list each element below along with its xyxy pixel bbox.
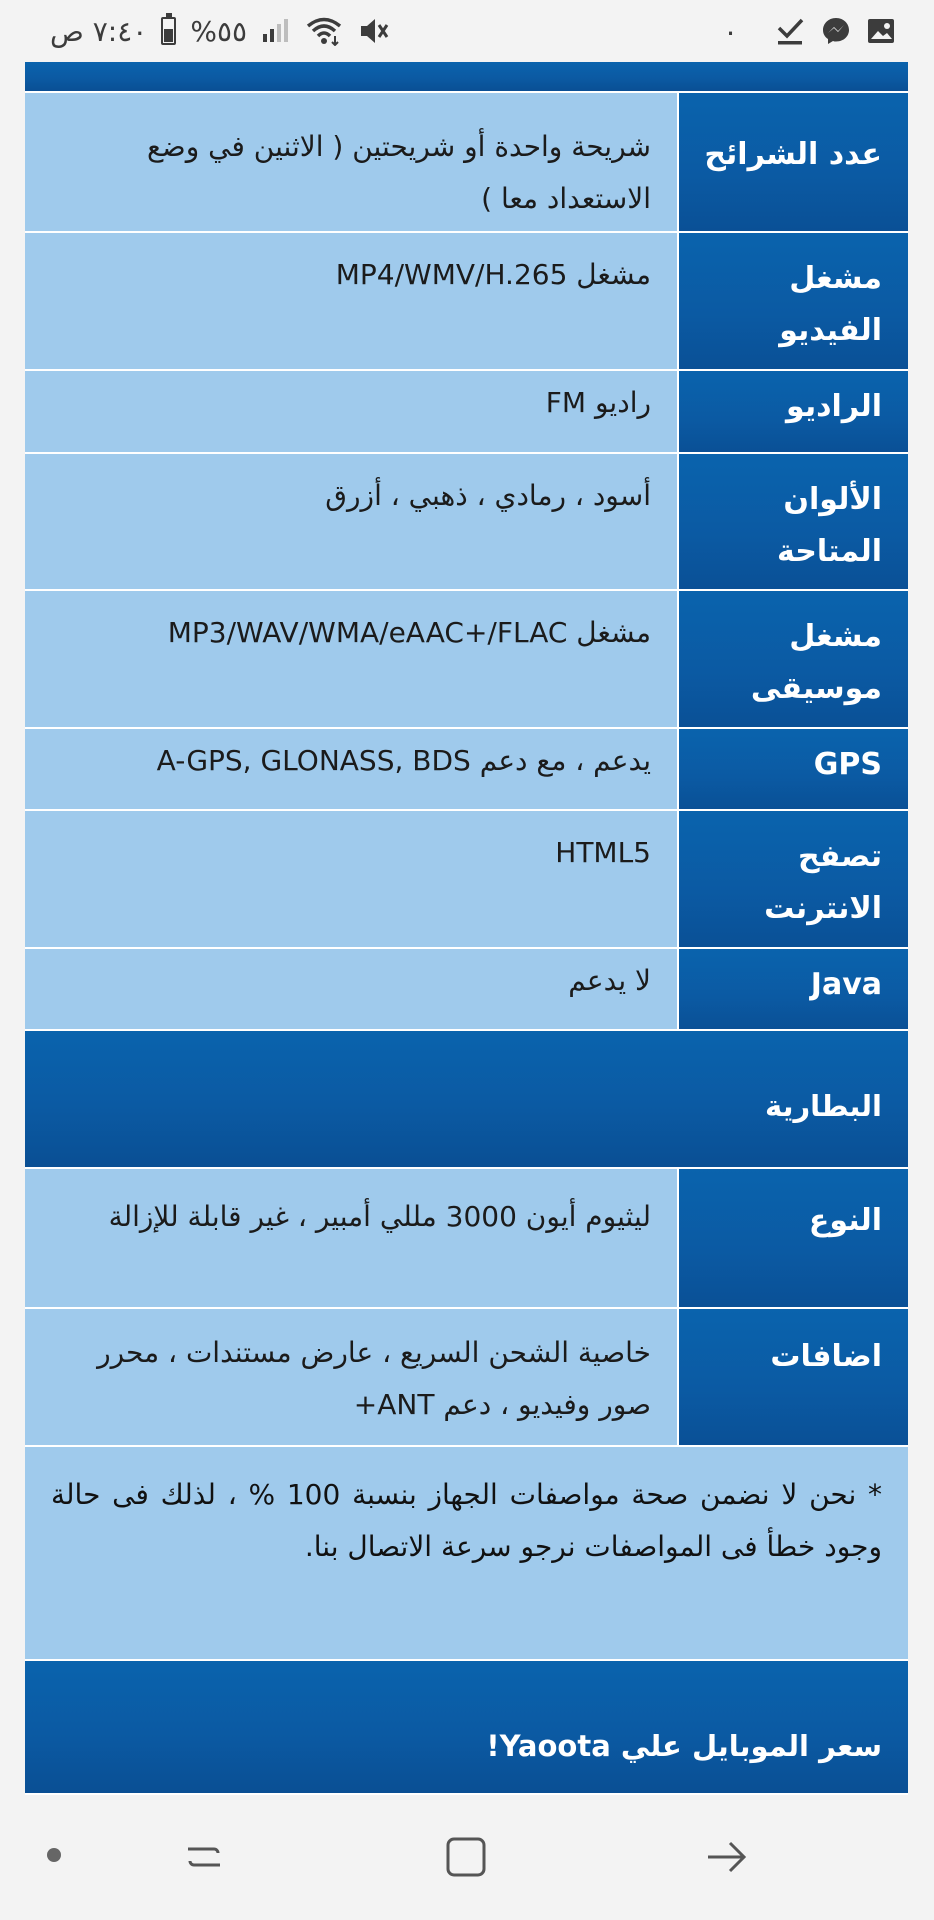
content-area[interactable] [25,62,908,1795]
row-value: مشغل MP4/WMV/H.265 [25,233,679,369]
status-left [50,15,391,48]
row-value: أسود ، رمادي ، ذهبي ، أزرق [25,454,679,589]
table-row [25,233,908,371]
row-value: راديو FM [25,371,679,452]
messenger-icon [820,15,852,47]
row-label: الألوان المتاحة [679,454,908,589]
gallery-icon [866,17,896,45]
table-row [25,93,908,233]
table-row [25,1169,908,1309]
price-section-header[interactable] [25,1661,908,1795]
row-value: شريحة واحدة أو شريحتين ( الاثنين في وضع الاستعداد معا ) [25,93,679,231]
table-row [25,1309,908,1447]
row-value: ليثيوم أيون 3000 مللي أمبير ، غير قابلة للإزالة [25,1169,679,1307]
home-icon[interactable] [444,1835,488,1879]
row-label: النوع [679,1169,908,1307]
mute-icon [357,16,391,46]
table-row [25,371,908,454]
table-row [25,949,908,1031]
row-label: GPS [679,729,908,809]
price-title[interactable]: سعر الموبايل علي Yaoota! [486,1729,882,1763]
row-label: عدد الشرائح [679,93,908,231]
row-label: Java [679,949,908,1029]
download-done-icon [774,16,806,46]
row-value: مشغل MP3/WAV/WMA/eAAC+/FLAC [25,591,679,727]
row-label: مشغل الفيديو [679,233,908,369]
wifi-icon [305,16,343,46]
table-row [25,811,908,949]
battery-icon [161,17,176,45]
navigation-bar [0,1795,934,1920]
battery-section-header [25,1031,908,1169]
dot-icon[interactable] [44,1845,64,1865]
row-label: اضافات [679,1309,908,1445]
spec-table [25,62,908,1795]
signal-icon [261,18,291,44]
section-title: البطارية [765,1089,882,1123]
row-value: يدعم ، مع دعم A-GPS, GLONASS, BDS [25,729,679,809]
back-icon[interactable] [704,1835,750,1879]
clock: ٧:٤٠ ص [50,14,148,48]
row-value: خاصية الشحن السريع ، عارض مستندات ، محرر صور وفيديو ، دعم ANT+ [25,1309,679,1445]
row-label: مشغل موسيقى [679,591,908,727]
status-right [723,15,896,48]
disclaimer-text: * نحن لا نضمن صحة مواصفات الجهاز بنسبة 100 % ، لذلك فى حالة وجود خطأ فى المواصفات نرجو سرعة الاتصال بنا. [25,1447,908,1661]
table-row [25,591,908,729]
row-label: الراديو [679,371,908,452]
section-header-partial [25,62,908,93]
battery-percent: %٥٥ [190,14,248,48]
notification-dot-icon: ٠ [722,14,738,48]
row-value: HTML5 [25,811,679,947]
recents-icon[interactable] [182,1835,226,1879]
table-row [25,729,908,811]
table-row [25,454,908,591]
status-bar [0,0,934,62]
row-value: لا يدعم [25,949,679,1029]
row-label: تصفح الانترنت [679,811,908,947]
